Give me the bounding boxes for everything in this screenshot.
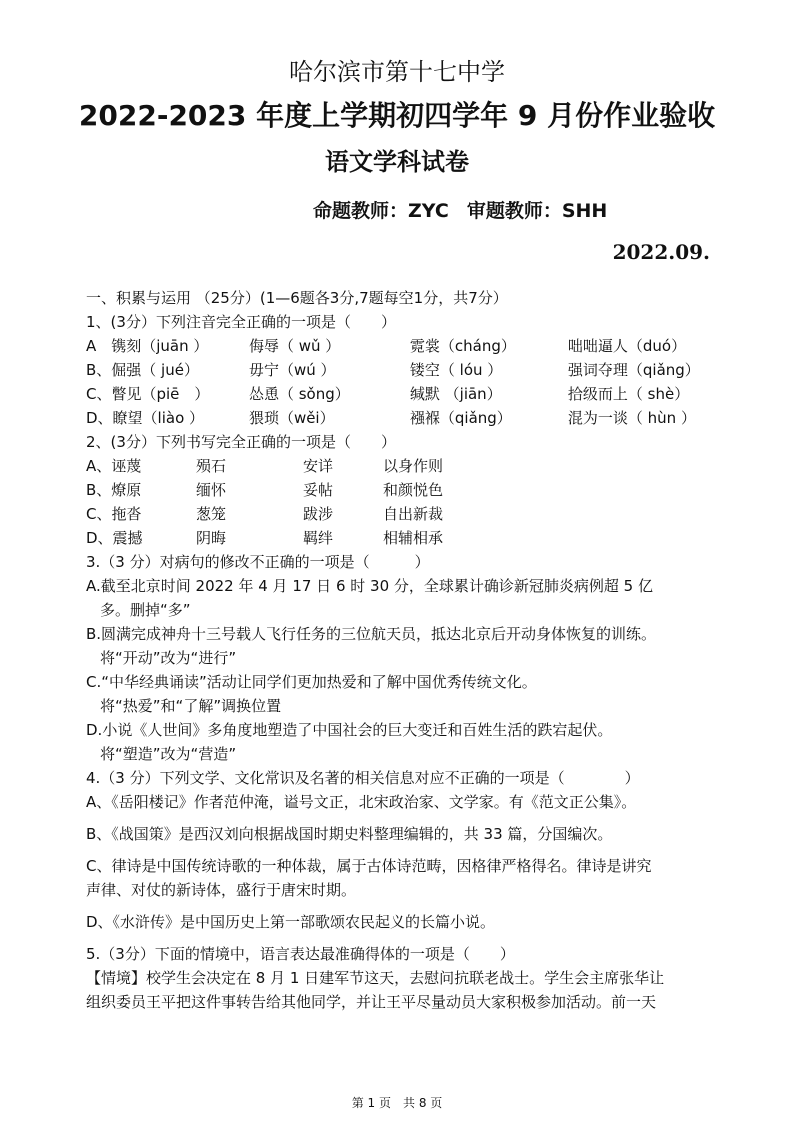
- exam-title: 2022-2023 年度上学期初四学年 9 月份作业验收: [78, 99, 716, 132]
- option-cell: 羁绊: [303, 529, 334, 547]
- q5-context: 【情境】校学生会决定在 8 月 1 日建军节这天，去慰问抗联老战士。学生会主席张华让: [86, 969, 665, 987]
- q3-option-b-fix: 将“开动”改为“进行”: [100, 649, 237, 667]
- exam-date: 2022.09.: [612, 240, 710, 264]
- option-cell: 侮辱（ wǔ ）: [248, 337, 341, 355]
- q1-option-a: [86, 334, 716, 358]
- q2-option-d: [86, 526, 716, 550]
- option-cell: 怂恿（ sǒng）: [248, 385, 350, 403]
- option-cell: 拾级而上（ shè）: [567, 385, 690, 403]
- q2-option-b: [86, 478, 716, 502]
- option-cell: 以身作则: [383, 457, 444, 475]
- q5-context-cont: 组织委员王平把这件事转告给其他同学，并让王平尽量动员大家积极参加活动。前一天: [86, 993, 657, 1011]
- option-cell: 安详: [303, 457, 334, 475]
- option-cell: C、拖沓: [86, 505, 142, 523]
- q4-option-b: B、《战国策》是西汉刘向根据战国时期史料整理编辑的，共 33 篇，分国编次。: [86, 825, 613, 843]
- option-cell: 猥琐（wěi）: [248, 409, 335, 427]
- q4-option-c: C、律诗是中国传统诗歌的一种体裁，属于古体诗范畴，因格律严格得名。律诗是讲究: [86, 857, 652, 875]
- option-cell: A、诬蔑: [86, 457, 142, 475]
- question-5-stem: 5.（3分）下面的情境中，语言表达最准确得体的一项是（ ）: [86, 945, 515, 963]
- section-title: 一、积累与运用 （25分）(1—6题各3分,7题每空1分，共7分）: [86, 289, 508, 307]
- exam-content: [86, 286, 716, 1014]
- option-cell: C、瞥见（piē ）: [86, 385, 210, 403]
- q1-option-c: [86, 382, 716, 406]
- q3-option-c-fix: 将“热爱”和“了解”调换位置: [100, 697, 282, 715]
- q4-option-d: D、《水浒传》是中国历史上第一部歌颂农民起义的长篇小说。: [86, 913, 496, 931]
- question-1-stem: 1、(3分）下列注音完全正确的一项是（ ）: [86, 313, 396, 331]
- option-cell: B、倔强（ jué）: [86, 361, 199, 379]
- option-cell: 殒石: [196, 457, 227, 475]
- teachers-line: [313, 196, 607, 223]
- question-3-stem: 3.（3 分）对病句的修改不正确的一项是（ ）: [86, 553, 430, 571]
- option-cell: 镂空（ lóu ）: [409, 361, 503, 379]
- option-cell: 霓裳（cháng）: [409, 337, 516, 355]
- q3-option-c: C.“中华经典诵读”活动让同学们更加热爱和了解中国优秀传统文化。: [86, 673, 537, 691]
- option-cell: 缅怀: [196, 481, 227, 499]
- option-cell: 妥帖: [303, 481, 334, 499]
- reviewer: 审题教师：SHH: [466, 200, 608, 222]
- option-cell: 相辅相承: [383, 529, 444, 547]
- option-cell: A 镌刻（juān ）: [86, 337, 209, 355]
- question-2-stem: 2、(3分）下列书写完全正确的一项是（ ）: [86, 433, 396, 451]
- page-footer: 第 1 页 共 8 页: [351, 1096, 443, 1110]
- option-cell: D、瞭望（liào ）: [86, 409, 205, 427]
- option-cell: 自出新裁: [383, 505, 444, 523]
- q1-option-b: [86, 358, 716, 382]
- option-cell: 咄咄逼人（duó）: [567, 337, 687, 355]
- option-cell: 混为一谈（ hùn ）: [567, 409, 696, 427]
- setter: 命题教师：ZYC: [313, 200, 449, 222]
- q4-option-c-cont: 声律、对仗的新诗体，盛行于唐宋时期。: [86, 881, 357, 899]
- q3-option-a: A.截至北京时间 2022 年 4 月 17 日 6 时 30 分，全球累计确诊新冠肺炎病例超 5 亿: [86, 577, 653, 595]
- option-cell: 阴晦: [196, 529, 227, 547]
- option-cell: 和颜悦色: [383, 481, 444, 499]
- option-cell: 襁褓（qiǎng）: [409, 409, 512, 427]
- q1-option-d: [86, 406, 716, 430]
- question-4-stem: 4.（3 分）下列文学、文化常识及名著的相关信息对应不正确的一项是（ ）: [86, 769, 640, 787]
- option-cell: 强词夺理（qiǎng）: [567, 361, 700, 379]
- option-cell: 跋涉: [303, 505, 334, 523]
- option-cell: 葱笼: [196, 505, 227, 523]
- subject-title: 语文学科试卷: [325, 148, 469, 176]
- option-cell: 毋宁（wú ）: [248, 361, 336, 379]
- q3-option-d-fix: 将“塑造”改为“营造”: [100, 745, 237, 763]
- q4-option-a: A、《岳阳楼记》作者范仲淹，谥号文正，北宋政治家、文学家。有《范文正公集》。: [86, 793, 637, 811]
- q2-option-a: [86, 454, 716, 478]
- q3-option-b: B.圆满完成神舟十三号载人飞行任务的三位航天员，抵达北京后开动身体恢复的训练。: [86, 625, 657, 643]
- school-name: 哈尔滨市第十七中学: [289, 58, 505, 86]
- q3-option-a-fix: 多。删掉“多”: [100, 601, 191, 619]
- q2-option-c: [86, 502, 716, 526]
- q3-option-d: D.小说《人世间》多角度地塑造了中国社会的巨大变迁和百姓生活的跌宕起伏。: [86, 721, 613, 739]
- option-cell: D、震撼: [86, 529, 143, 547]
- option-cell: B、燎原: [86, 481, 142, 499]
- option-cell: 缄默 （jiān）: [409, 385, 502, 403]
